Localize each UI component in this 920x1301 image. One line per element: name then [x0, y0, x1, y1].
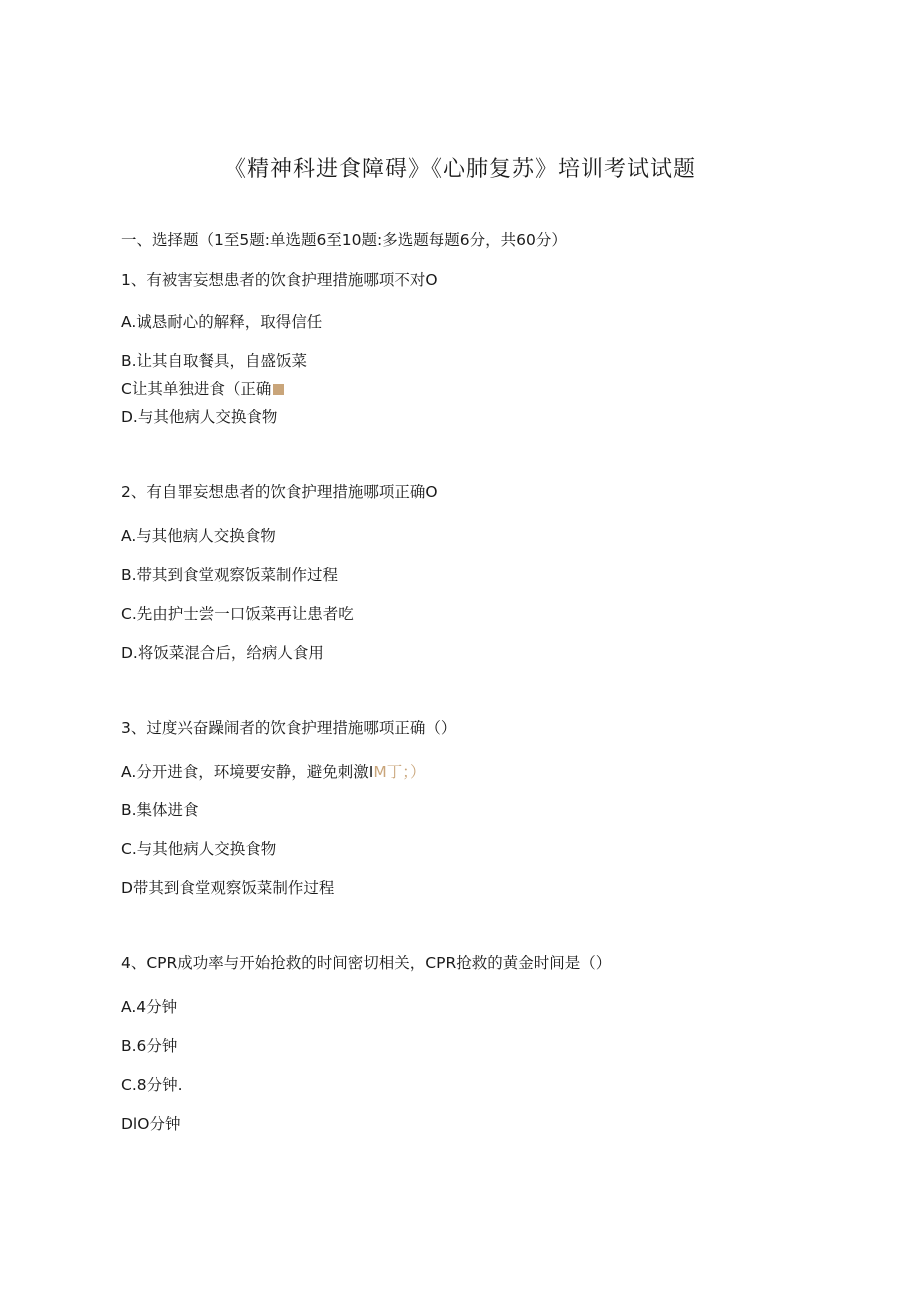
question-3-option-a-text: A.分开进食，环境要安静，避免刺激I	[121, 763, 374, 781]
question-3-option-a	[121, 762, 425, 782]
question-3-option-c: C.与其他病人交换食物	[121, 840, 277, 858]
question-3-option-b: B.集体进食	[121, 801, 199, 819]
question-1-stem: 1、有被害妄想患者的饮食护理措施哪项不对O	[121, 271, 438, 289]
question-4-option-a: A.4分钟	[121, 998, 178, 1016]
question-3-option-d: D带其到食堂观察饭菜制作过程	[121, 879, 335, 897]
page-title: 《精神科进食障碍》《心肺复苏》培训考试试题	[223, 157, 696, 182]
question-2-option-a: A.与其他病人交换食物	[121, 527, 276, 545]
question-3-stem: 3、过度兴奋躁闹者的饮食护理措施哪项正确（）	[121, 719, 457, 737]
question-2-option-c: C.先由护士尝一口饭菜再让患者吃	[121, 605, 354, 623]
section-header: 一、选择题（1至5题:单选题6至10题:多选题每题6分，共60分）	[121, 231, 567, 249]
question-3-option-a-annotation: M丁；）	[373, 763, 426, 781]
question-1-option-c-text: C让其单独进食（正确	[121, 380, 272, 398]
question-1-option-c	[121, 379, 284, 399]
question-1-option-b: B.让其自取餐具，自盛饭菜	[121, 352, 308, 370]
question-4-option-c: C.8分钟.	[121, 1076, 183, 1094]
correct-mark-icon	[273, 384, 284, 395]
question-1-option-d: D.与其他病人交换食物	[121, 408, 278, 426]
question-2-option-b: B.带其到食堂观察饭菜制作过程	[121, 566, 339, 584]
question-2-stem: 2、有自罪妄想患者的饮食护理措施哪项正确O	[121, 483, 438, 501]
question-1-option-a: A.诚恳耐心的解释，取得信任	[121, 313, 323, 331]
question-4-option-d: DlO分钟	[121, 1115, 181, 1133]
question-4-stem: 4、CPR成功率与开始抢救的时间密切相关，CPR抢救的黄金时间是（）	[121, 954, 612, 972]
question-4-option-b: B.6分钟	[121, 1037, 178, 1055]
question-2-option-d: D.将饭菜混合后，给病人食用	[121, 644, 324, 662]
